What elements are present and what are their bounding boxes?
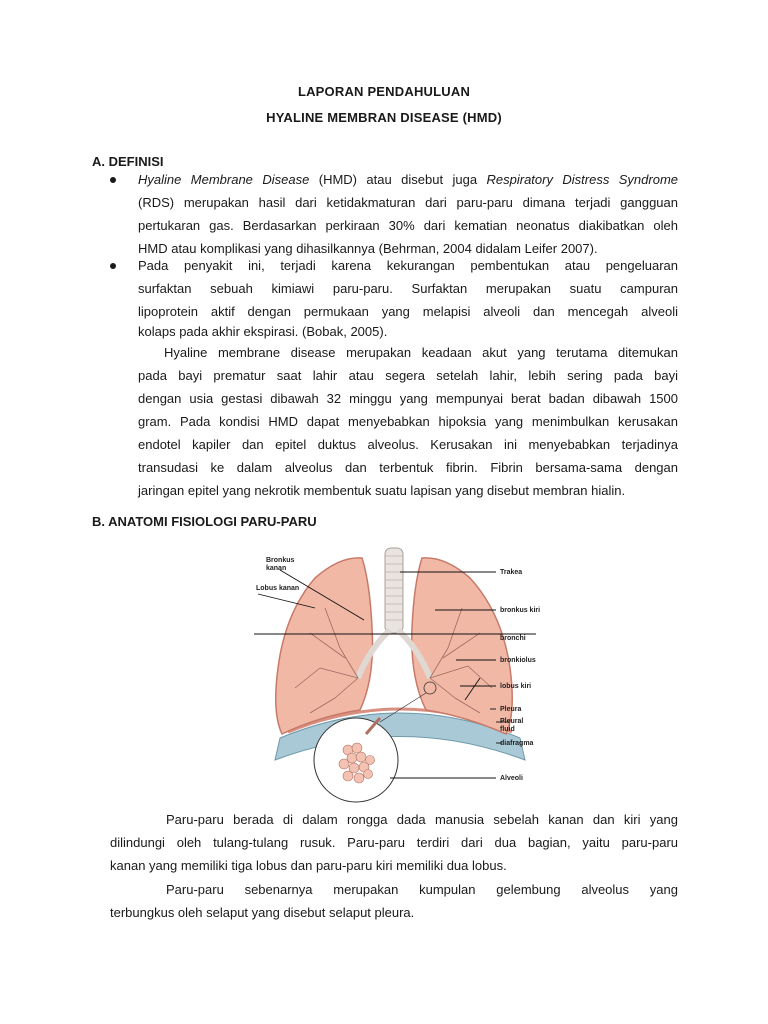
label-bronkus-kanan-1: Bronkus [266,557,295,564]
bullet-2-line-3: lipoprotein aktif dengan permukaan yang melapisi alveoli dan mencegah alveoli [138,304,678,319]
paragraph-line-5: endotel kapiler dan epitel duktus alveolus. Kerusakan ini menyebabkan terjadinya [138,437,678,452]
bullet-1-text [138,168,678,260]
anatomy-p2-line-1: Paru-paru sebenarnya merupakan kumpulan gelembung alveolus yang [166,882,678,897]
label-bronkus-kiri: bronkus kiri [500,607,541,614]
label-pleural-fluid-1: Pleural [500,718,524,725]
label-diafragma: diafragma [500,740,534,747]
paragraph-line-6: transudasi ke dalam alveolus dan terbentuk fibrin. Fibrin bersama-sama dengan [138,460,678,475]
bullet-2-marker [110,263,116,269]
label-bronkiolus: bronkiolus [500,657,536,664]
lung-anatomy-figure [240,538,568,810]
anatomy-p2-line-2: terbungkus oleh selaput yang disebut selaput pleura. [110,905,415,920]
anatomy-p1-line-3: kanan yang memiliki tiga lobus dan paru-paru kiri memiliki dua lobus. [110,858,507,873]
paragraph-line-1: Hyaline membrane disease merupakan keadaan akut yang terutama ditemukan [164,345,678,360]
label-pleural-fluid-2: fluid [500,726,515,733]
anatomy-paragraph-2 [110,878,678,924]
bullet-2-line-1: Pada penyakit ini, terjadi karena kekurangan pembentukan atau pengeluaran [138,258,678,273]
anatomy-paragraph-1 [110,808,678,877]
bullet-2-text [138,254,678,340]
label-bronkus-kanan-2: kanan [266,565,287,572]
bullet-1-line-2: (RDS) merupakan hasil dari ketidakmaturan dari paru-paru dimana terjadi gangguan [138,195,678,210]
document-title: LAPORAN PENDAHULUAN [297,84,471,99]
document-subtitle: HYALINE MEMBRAN DISEASE (HMD) [266,110,502,125]
paragraph-line-4: gram. Pada kondisi HMD dapat menyebabkan hipoksia yang menimbulkan kerusakan [138,414,678,429]
anatomy-p1-line-1: Paru-paru berada di dalam rongga dada manusia sebelah kanan dan kiri yang [166,812,678,827]
text-run: (HMD) atau disebut juga [309,172,487,187]
bullet-1-marker [110,177,116,183]
lung-diagram [240,538,568,810]
section-a-heading: A. DEFINISI [92,154,164,169]
label-trakea: Trakea [500,569,523,576]
anatomy-p1-line-2: dilindungi oleh tulang-tulang rusuk. Paru-paru terdiri dari dua bagian, yaitu paru-paru [110,835,678,850]
label-bronchi: bronchi [500,635,526,642]
italic-term: Respiratory Distress Syndrome [486,172,678,187]
bullet-1-line-3: pertukaran gas. Berdasarkan perkiraan 30% dari kematian neonatus diakibatkan oleh [138,218,678,233]
label-lobus-kiri: lobus kiri [500,683,532,690]
paragraph-line-3: dengan usia gestasi dibawah 32 minggu yang mempunyai berat badan dibawah 1500 [138,391,678,406]
section-b-heading: B. ANATOMI FISIOLOGI PARU-PARU [92,514,317,529]
label-lobus-kanan: Lobus kanan [256,585,300,592]
paragraph-line-2: pada bayi prematur saat lahir atau segera setelah lahir, lebih sering pada bayi [138,368,678,383]
italic-term: Hyaline Membrane Disease [138,172,310,187]
paragraph-line-7: jaringan epitel yang nekrotik membentuk suatu lapisan yang disebut membran hialin. [138,483,626,498]
bullet-2-line-4: kolaps pada akhir ekspirasi. (Bobak, 2005). [138,324,388,339]
left-lung-shape [412,558,512,734]
label-alveoli: Alveoli [500,775,523,782]
bullet-1-line-4: HMD atau komplikasi yang dihasilkannya (Behrman, 2004 didalam Leifer 2007). [138,241,598,256]
definition-paragraph [138,341,678,502]
bullet-2-line-2: surfaktan sebuah kimiawi paru-paru. Surfaktan merupakan suatu campuran [138,281,678,296]
label-pleura: Pleura [500,706,522,713]
bullet-1-line-1 [138,168,678,191]
